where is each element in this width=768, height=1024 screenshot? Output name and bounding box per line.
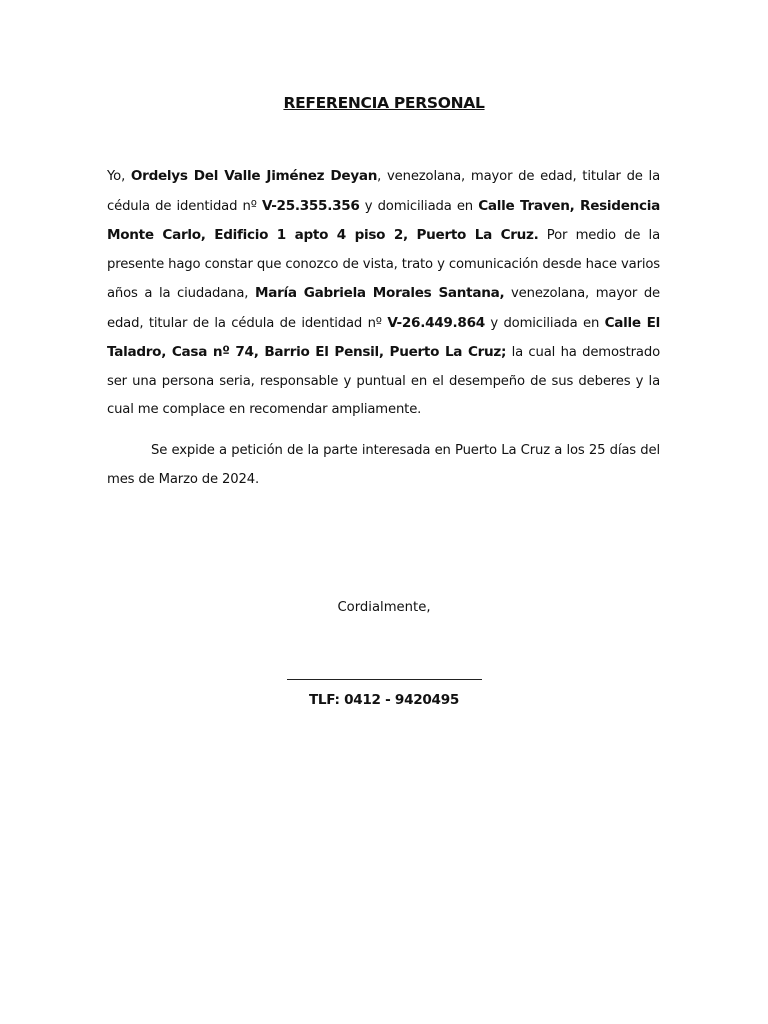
bold-text-run: V-25.355.356 (261, 197, 360, 214)
reference-paragraph (107, 162, 660, 425)
text-run: y domiciliada en (484, 315, 605, 331)
closing-text: Cordialmente, (337, 600, 431, 615)
document-title: REFERENCIA PERSONAL (283, 94, 485, 112)
issuance-paragraph: Se expide a petición de la parte interesada en Puerto La Cruz a los 25 días del mes de Marzo de 2024. (107, 443, 660, 487)
bold-text-run: Calle El Taladro, Casa nº 74, Barrio El Pensil, Puerto La Cruz; (107, 314, 660, 360)
bold-text-run: Ordelys Del Valle Jiménez Deyan (130, 168, 378, 184)
signature-line (287, 679, 482, 680)
bold-text-run: Calle Traven, Residencia Monte Carlo, Edificio 1 apto 4 piso 2, Puerto La Cruz. (107, 197, 660, 243)
text-run: venezolana, mayor de edad, titular de la cédula de identidad nº (107, 286, 661, 331)
bold-text-run: María Gabriela Morales Santana, (254, 285, 505, 301)
text-run: la cual ha demostrado ser una persona seria, responsable y puntual en el desempeño de sus deberes y la cual me complace en recomendar ampliamente. (107, 345, 661, 417)
text-run: , venezolana, mayor de edad, titular de la cédula de identidad nº (107, 169, 661, 214)
phone-number: TLF: 0412 - 9420495 (308, 692, 460, 708)
text-run: Yo, (107, 169, 131, 184)
text-run: y domiciliada en (359, 198, 479, 214)
text-run: Por medio de la presente hago constar que conozco de vista, trato y comunicación desde hace varios años a la ciudadana, (107, 228, 661, 301)
bold-text-run: V-26.449.864 (387, 314, 485, 331)
